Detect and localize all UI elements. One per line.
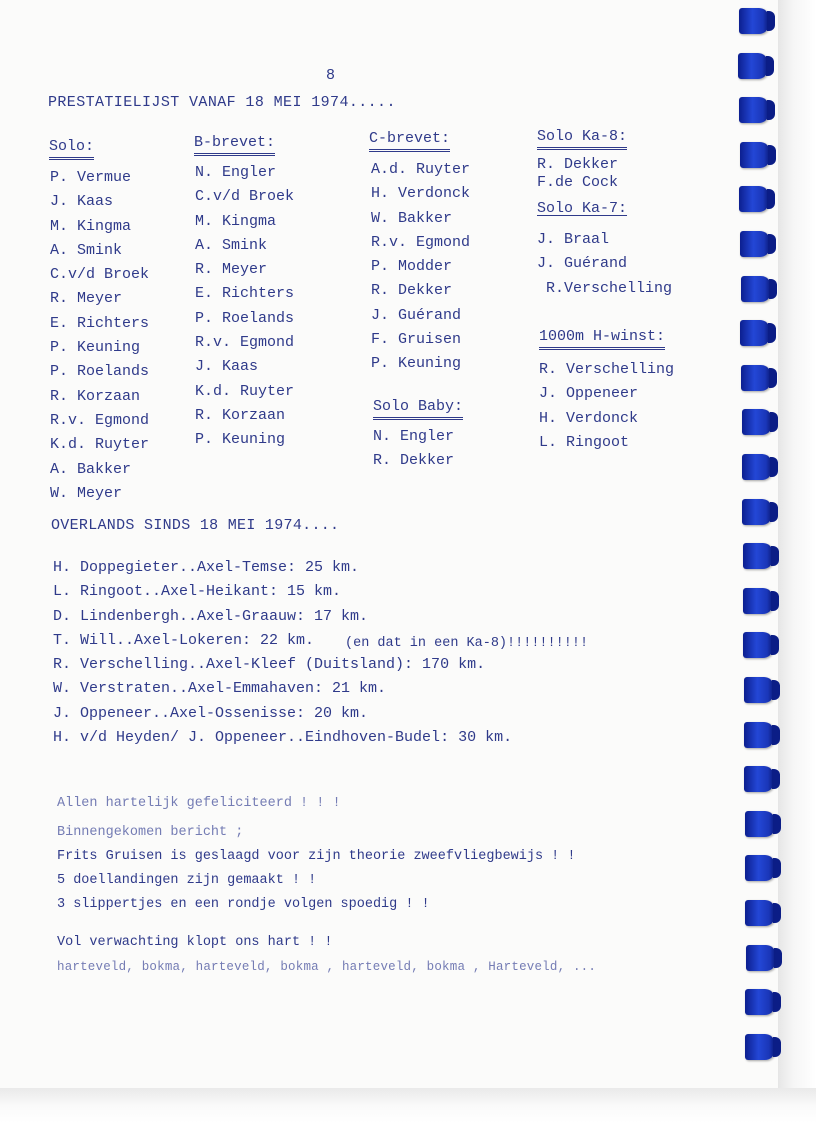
- binding-ring: [740, 231, 770, 257]
- list-item: W. Meyer: [50, 484, 123, 502]
- list-item: R. Meyer: [195, 261, 268, 279]
- note-line: 3 slippertjes en een rondje volgen spoedig ! !: [57, 897, 430, 912]
- list-item: D. Lindenbergh..Axel-Graauw: 17 km.: [53, 607, 369, 625]
- note-line: 5 doellandingen zijn gemaakt ! !: [57, 873, 317, 888]
- binding-ring: [739, 8, 769, 34]
- lokeren-note: (en dat in een Ka-8)!!!!!!!!!!: [345, 636, 589, 651]
- binding-ring: [742, 454, 772, 480]
- binding-ring: [742, 499, 772, 525]
- list-item: F.de Cock: [537, 174, 619, 191]
- list-item: L. Ringoot: [539, 433, 630, 451]
- binding-ring: [745, 1034, 775, 1060]
- page-number: 8: [326, 67, 336, 84]
- list-item: J. Kaas: [195, 358, 259, 376]
- binding-ring: [741, 365, 771, 391]
- page-bottom-edge: [0, 1088, 816, 1123]
- h-winst-list: [539, 358, 674, 455]
- list-item: R. Verschelling: [539, 361, 675, 378]
- list-item: A. Bakker: [50, 460, 132, 478]
- binding-ring: [740, 320, 770, 346]
- binding-ring: [744, 677, 774, 703]
- list-item: R.v. Egmond: [50, 411, 150, 429]
- binding-ring: [743, 543, 773, 569]
- b-brevet-heading: B-brevet:: [194, 134, 275, 156]
- binding-ring: [744, 766, 774, 792]
- list-item: R. Dekker: [537, 156, 619, 173]
- list-item: H. Verdonck: [539, 409, 639, 427]
- list-item: C.v/d Broek: [195, 188, 295, 206]
- binding-ring: [739, 186, 769, 212]
- list-item: E. Richters: [50, 314, 150, 332]
- solo-ka8-heading: Solo Ka-8:: [537, 128, 627, 150]
- solo-baby-list: [373, 425, 454, 474]
- overlands-heading: OVERLANDS SINDS 18 MEI 1974....: [51, 517, 340, 534]
- binding-ring: [745, 989, 775, 1015]
- signoff-line: harteveld, bokma, harteveld, bokma , harteveld, bokma , Harteveld, ...: [57, 960, 597, 974]
- list-item: P. Modder: [371, 258, 453, 276]
- list-item: P. Roelands: [50, 363, 150, 381]
- list-item: R.v. Egmond: [195, 334, 295, 352]
- c-brevet-heading: C-brevet:: [369, 130, 450, 152]
- list-item: N. Engler: [373, 428, 455, 445]
- list-item: P. Keuning: [371, 355, 462, 373]
- list-item: R. Korzaan: [50, 387, 141, 405]
- list-item: M. Kingma: [195, 212, 277, 230]
- binding-ring: [745, 855, 775, 881]
- binding-ring: [741, 276, 771, 302]
- solo-heading: Solo:: [49, 138, 94, 160]
- list-item: P. Keuning: [50, 339, 141, 357]
- list-header: PRESTATIELIJST VANAF 18 MEI 1974.....: [48, 94, 396, 111]
- list-item: N. Engler: [195, 164, 277, 181]
- list-item: J. Guérand: [371, 306, 462, 324]
- solo-ka8-list: [537, 156, 618, 192]
- list-item: P. Roelands: [195, 309, 295, 327]
- binding-ring: [742, 409, 772, 435]
- list-item: H. Doppegieter..Axel-Temse: 25 km.: [53, 559, 360, 576]
- binding-ring: [738, 53, 768, 79]
- list-item: R.Verschelling: [546, 279, 673, 297]
- hope-line: Vol verwachting klopt ons hart ! !: [57, 935, 333, 950]
- list-item: L. Ringoot..Axel-Heikant: 15 km.: [53, 583, 342, 601]
- binding-ring: [746, 945, 776, 971]
- list-item: A. Smink: [50, 241, 123, 259]
- list-item: J. Kaas: [50, 193, 114, 211]
- list-item: F. Gruisen: [371, 331, 462, 349]
- list-item: K.d. Ruyter: [195, 382, 295, 400]
- binding-ring: [743, 632, 773, 658]
- list-item: P. Vermue: [50, 169, 132, 186]
- notes-block: [57, 792, 596, 979]
- list-item: T. Will..Axel-Lokeren: 22 km.: [53, 631, 315, 649]
- list-item: R. Meyer: [50, 290, 123, 308]
- solo-list: [50, 166, 149, 506]
- list-item: J. Guérand: [537, 255, 628, 273]
- list-item: R.v. Egmond: [371, 233, 471, 251]
- incoming-line: Binnengekomen bericht ;: [57, 825, 244, 840]
- list-item: K.d. Ruyter: [50, 436, 150, 454]
- spiral-binding: [730, 0, 790, 1080]
- solo-ka7-heading: Solo Ka-7:: [537, 200, 628, 217]
- h-winst-heading: 1000m H-winst:: [539, 328, 665, 350]
- list-item: R. Verschelling..Axel-Kleef (Duitsland): 170 km.: [53, 656, 486, 674]
- binding-ring: [740, 142, 770, 168]
- list-item: H. Verdonck: [371, 185, 471, 203]
- binding-ring: [743, 588, 773, 614]
- list-item: J. Oppeneer: [539, 385, 639, 403]
- b-brevet-list: [195, 161, 294, 453]
- solo-baby-heading: Solo Baby:: [373, 398, 463, 420]
- list-item: A. Smink: [195, 236, 268, 254]
- binding-ring: [745, 900, 775, 926]
- note-line: Frits Gruisen is geslaagd voor zijn theorie zweefvliegbewijs ! !: [57, 849, 576, 864]
- list-item: E. Richters: [195, 285, 295, 303]
- c-brevet-list: [371, 158, 470, 377]
- list-item: P. Keuning: [195, 431, 286, 449]
- list-item: W. Bakker: [371, 209, 453, 227]
- solo-ka7-list: [537, 228, 672, 301]
- list-item: R. Dekker: [373, 452, 455, 470]
- list-item: W. Verstraten..Axel-Emmahaven: 21 km.: [53, 680, 387, 698]
- list-item: C.v/d Broek: [50, 266, 150, 284]
- binding-ring: [739, 97, 769, 123]
- list-item: J. Oppeneer..Axel-Ossenisse: 20 km.: [53, 704, 369, 722]
- list-item: R. Dekker: [371, 282, 453, 300]
- binding-ring: [745, 811, 775, 837]
- list-item: J. Braal: [537, 231, 610, 248]
- list-item: R. Korzaan: [195, 406, 286, 424]
- congrats-line: Allen hartelijk gefeliciteerd ! ! !: [57, 796, 341, 811]
- list-item: M. Kingma: [50, 217, 132, 235]
- binding-ring: [744, 722, 774, 748]
- overlands-list: [53, 556, 512, 750]
- list-item: H. v/d Heyden/ J. Oppeneer..Eindhoven-Budel: 30 km.: [53, 729, 513, 747]
- list-item: A.d. Ruyter: [371, 161, 471, 178]
